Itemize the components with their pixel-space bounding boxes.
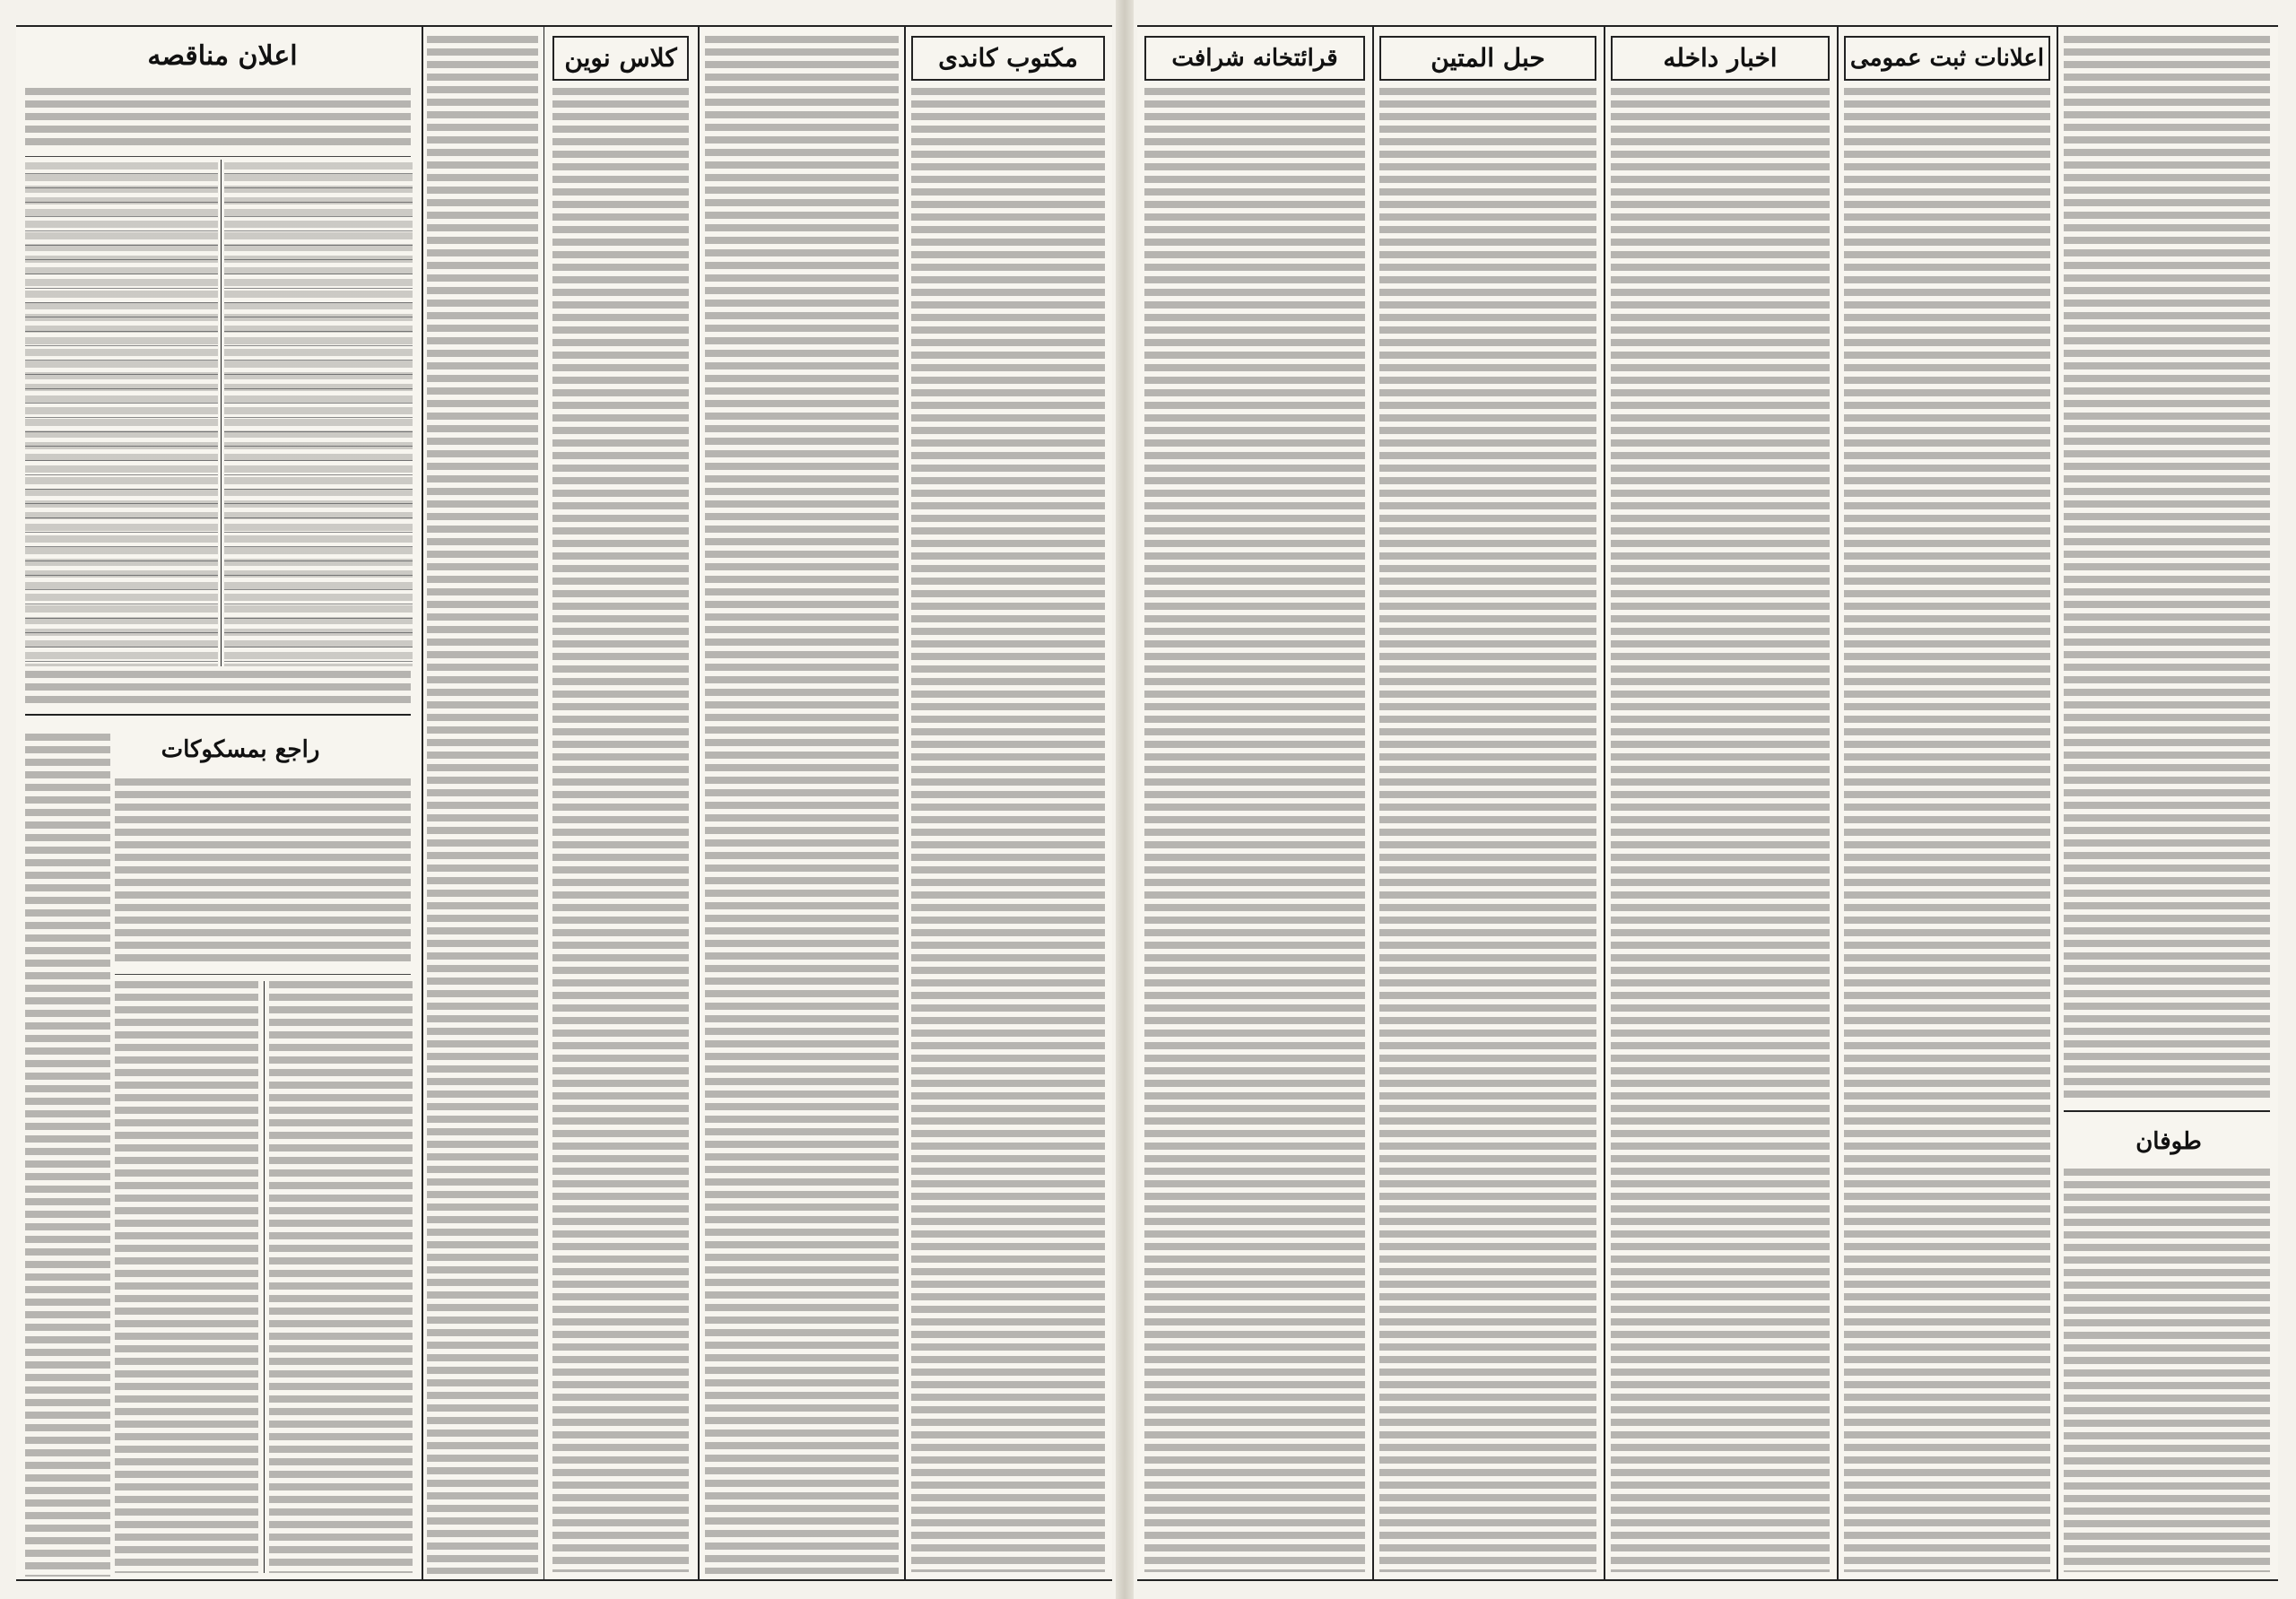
coins-headline: راجع بمسکوکات: [151, 734, 330, 769]
coins-article-text: [115, 778, 411, 967]
column-divider: [2057, 25, 2058, 1581]
rightmost-column-text: [2064, 36, 2270, 1103]
top-rule: [1137, 25, 2278, 27]
bottom-rule: [16, 1579, 1112, 1581]
column-divider: [904, 25, 906, 1581]
kandi-letter-headline: مکتوب کاندی: [911, 36, 1105, 81]
column-divider: [1372, 25, 1374, 1581]
notices-text: [115, 981, 258, 1573]
domestic-news-text: [1611, 88, 1830, 1572]
notices-column-text: [25, 734, 110, 1577]
column-divider: [422, 25, 423, 1581]
price-list-table: [25, 160, 218, 666]
class-column-text: [552, 88, 689, 1572]
column-divider: [698, 25, 700, 1581]
reading-room-headline: قرائتخانه شرافت: [1144, 36, 1365, 81]
column-divider: [1837, 25, 1839, 1581]
tender-footer-text: [25, 671, 411, 707]
reading-room-text: [1144, 88, 1365, 1572]
price-list-table: [224, 160, 413, 666]
registration-text: [1844, 88, 2050, 1572]
registration-headline: اعلانات ثبت عمومی: [1844, 36, 2050, 81]
notices-text: [269, 981, 413, 1573]
storm-headline: طوفان: [2115, 1124, 2222, 1163]
column-divider: [1604, 25, 1605, 1581]
top-rule: [16, 25, 1112, 27]
tender-intro-text: [25, 88, 411, 151]
tender-notice-headline: اعلان مناقصه: [124, 36, 321, 81]
domestic-news-headline: اخبار داخله: [1611, 36, 1830, 81]
newspaper-page-left: [16, 25, 1112, 1581]
page-gutter: [1116, 0, 1134, 1599]
storm-text: [2064, 1169, 2270, 1572]
newspaper-page-right: [1137, 25, 2278, 1581]
kandi-letter-text: [911, 88, 1105, 1572]
narrow-column-text: [427, 36, 538, 1574]
bottom-rule: [1137, 1579, 2278, 1581]
habl-al-matin-headline: حبل المتین: [1379, 36, 1596, 81]
middle-column-text: [705, 36, 899, 1574]
habl-al-matin-text: [1379, 88, 1596, 1572]
class-headline: کلاس نوین: [552, 36, 689, 81]
